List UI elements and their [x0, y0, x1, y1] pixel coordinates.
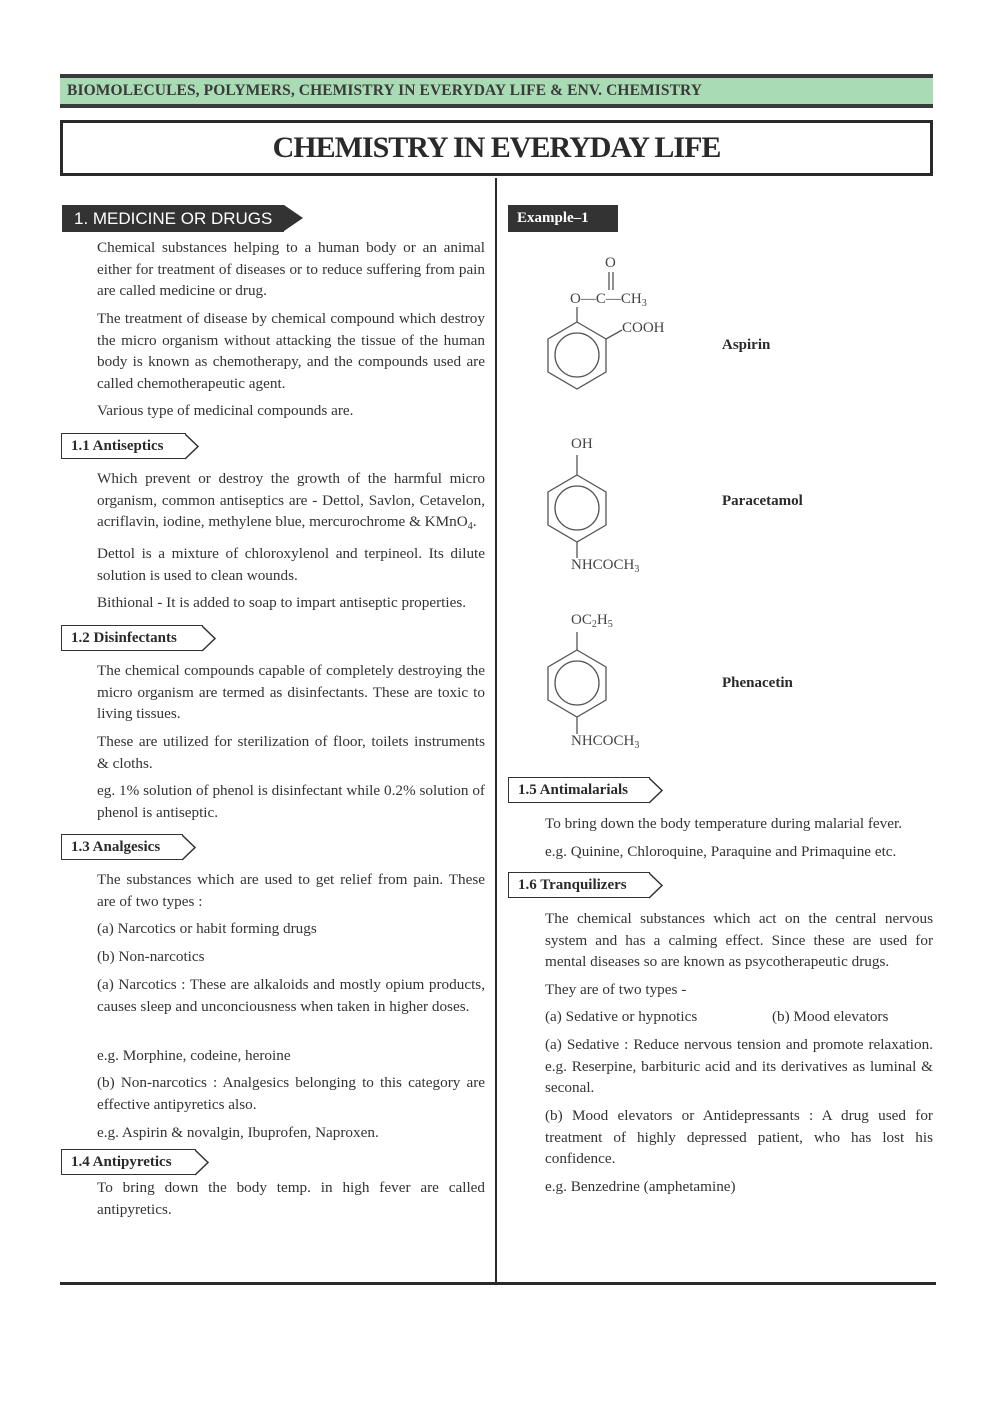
example-badge: Example–1 [508, 205, 618, 232]
paracetamol-name: Paracetamol [722, 493, 803, 509]
formula: NHCOCH [571, 733, 635, 749]
paragraph: (b) Non-narcotics : Analgesics belonging to this category are effective antipyretics also. [97, 1074, 485, 1113]
subscript: 3 [634, 564, 640, 575]
paragraph: The chemical substances which act on the central nervous system and has a calming effect. Since these are used for mental diseases so are known as psycotherapeutic drugs. [545, 910, 933, 971]
paragraph: e.g. Morphine, codeine, heroine [97, 1047, 291, 1064]
paragraph: (b) Mood elevators or Antidepressants : A drug used for treatment of highly depressed patient, who has lost his confidence. [545, 1107, 933, 1168]
section-heading-antipyretics [61, 1149, 196, 1175]
paragraph: e.g. Aspirin & novalgin, Ibuprofen, Naproxen. [97, 1124, 379, 1141]
aromatic-circle [555, 333, 599, 377]
formula: OC [571, 612, 592, 628]
aspirin-structure [548, 272, 622, 389]
paragraph: The chemical compounds capable of completely destroying the micro organism are termed as disinfectants. These are toxic to living tissues. [97, 662, 485, 723]
heading-text: 1.1 Antiseptics [71, 438, 164, 454]
section-heading-antimalarials [508, 777, 650, 803]
aspirin-cooh: COOH [622, 320, 665, 336]
subscript: 3 [634, 740, 640, 751]
paragraph: (b) Non-narcotics [97, 948, 205, 965]
paragraph: (a) Sedative : Reduce nervous tension and promote relaxation. e.g. Reserpine, barbituric acid and its derivatives as luminal & seconal. [545, 1036, 933, 1097]
paragraph: (b) Mood elevators [772, 1008, 889, 1025]
heading-text: 1.2 Disinfectants [71, 630, 177, 646]
paracetamol-amide [571, 557, 639, 574]
section-heading-analgesics [61, 834, 183, 860]
aspirin-carbonyl-o: O [605, 255, 616, 271]
paragraph: They are of two types - [545, 981, 687, 998]
benzene-ring [548, 475, 606, 542]
aspirin-ester-group [570, 291, 647, 308]
phenacetin-structure [548, 632, 606, 734]
running-title: BIOMOLECULES, POLYMERS, CHEMISTRY IN EVERYDAY LIFE & ENV. CHEMISTRY [67, 82, 703, 99]
chapter-title: CHEMISTRY IN EVERYDAY LIFE [272, 131, 721, 164]
section-badge-medicine: 1. MEDICINE OR DRUGS [62, 205, 284, 232]
paragraph: (a) Narcotics or habit forming drugs [97, 920, 317, 937]
subscript: 5 [607, 619, 613, 630]
paragraph: The substances which are used to get relief from pain. These are of two types : [97, 871, 485, 910]
paracetamol-oh: OH [571, 436, 593, 452]
benzene-ring [548, 650, 606, 717]
paragraph: To bring down the body temperature during malarial fever. [545, 815, 902, 832]
heading-text: 1.5 Antimalarials [518, 782, 629, 798]
formula: O—C—CH [570, 291, 642, 307]
aromatic-circle [555, 486, 599, 530]
paracetamol-structure [548, 455, 606, 558]
arrow-tab-icon [649, 777, 664, 804]
heading-text: 1.3 Analgesics [71, 839, 161, 855]
text: Which prevent or destroy the growth of the harmful micro organism, common antiseptics are - Dettol, Savlon, Cetavelon, acriflavin, iodine, methylene blue, mercurochrome & KMnO [97, 470, 485, 531]
paragraph: eg. 1% solution of phenol is disinfectant while 0.2% solution of phenol is antiseptic. [97, 782, 485, 821]
arrow-tab-icon [649, 872, 664, 899]
arrow-tab-icon [195, 1149, 210, 1176]
paragraph: e.g. Benzedrine (amphetamine) [545, 1178, 736, 1195]
aspirin-name: Aspirin [722, 337, 771, 353]
subscript: 2 [591, 619, 597, 630]
phenacetin-amide [571, 733, 639, 750]
paragraph: These are utilized for sterilization of floor, toilets instruments & cloths. [97, 733, 485, 772]
paragraph: Dettol is a mixture of chloroxylenol and terpineol. Its dilute solution is used to clean wounds. [97, 545, 485, 584]
bottom-rule [60, 1282, 936, 1285]
paragraph: To bring down the body temp. in high fever are called antipyretics. [97, 1179, 485, 1218]
paragraph: (a) Narcotics : These are alkaloids and mostly opium products, causes sleep and unconciousness when taken in higher doses. [97, 976, 485, 1015]
phenacetin-name: Phenacetin [722, 675, 793, 691]
arrow-tab-icon [182, 834, 197, 861]
phenacetin-ethoxy [571, 612, 613, 629]
aromatic-circle [555, 661, 599, 705]
paragraph: Chemical substances helping to a human body or an animal either for treatment of diseases or to reduce suffering from pain are called medicine or drug. [97, 239, 485, 300]
section-heading-tranquilizers [508, 872, 650, 898]
formula: NHCOCH [571, 557, 635, 573]
paragraph: (a) Sedative or hypnotics [545, 1008, 698, 1025]
paragraph: e.g. Quinine, Chloroquine, Paraquine and Primaquine etc. [545, 843, 897, 860]
paragraph: The treatment of disease by chemical compound which destroy the micro organism without attacking the tissue of the human body is known as chemotherapy, and the compounds used are called chemotherapeutic agent. [97, 310, 485, 393]
paragraph: Bithional - It is added to soap to impart antiseptic properties. [97, 594, 467, 611]
subscript: 4 [467, 521, 473, 533]
heading-text: 1.6 Tranquilizers [518, 877, 627, 893]
text: . [472, 513, 477, 531]
subscript: 3 [641, 298, 647, 309]
heading-text: 1.4 Antipyretics [71, 1154, 172, 1170]
paragraph: Various type of medicinal compounds are. [97, 402, 354, 419]
benzene-ring [548, 322, 606, 389]
formula: H [596, 612, 608, 628]
